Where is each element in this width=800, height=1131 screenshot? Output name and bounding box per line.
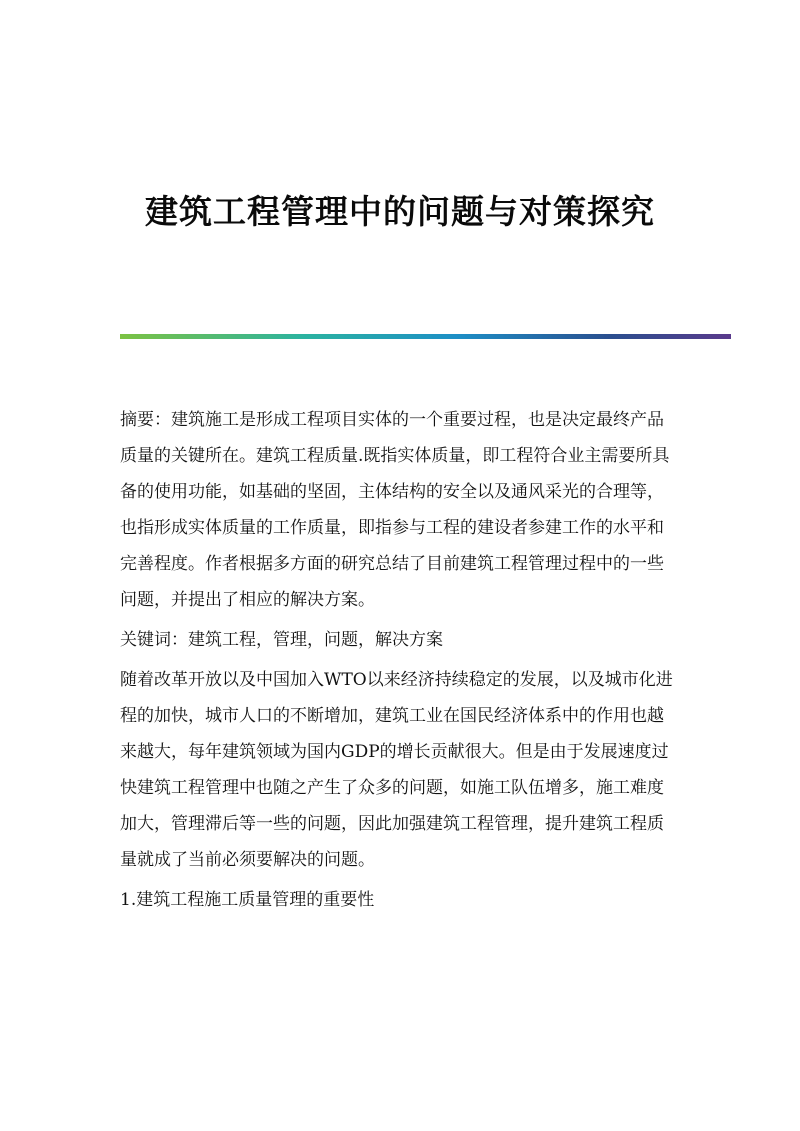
page-title: 建筑工程管理中的问题与对策探究 xyxy=(145,192,655,231)
document-body xyxy=(120,402,680,918)
intro-paragraph: 随着改革开放以及中国加入WTO以来经济持续稳定的发展，以及城市化进程的加快，城市人口的不断增加，建筑工业在国民经济体系中的作用也越来越大，每年建筑领域为国内GDP的增长贡献很大。但是由于发展速度过快建筑工程管理中也随之产生了众多的问题，如施工队伍增多，施工难度加大，管理滞后等一些的问题，因此加强建筑工程管理，提升建筑工程质量就成了当前必须要解决的问题。 xyxy=(120,670,673,870)
abstract-paragraph: 摘要：建筑施工是形成工程项目实体的一个重要过程，也是决定最终产品质量的关键所在。建筑工程质量.既指实体质量，即工程符合业主需要所具备的使用功能，如基础的坚固，主体结构的安全以及通风采光的合理等，也指形成实体质量的工作质量，即指参与工程的建设者参建工作的水平和完善程度。作者根据多方面的研究总结了目前建筑工程管理过程中的一些问题，并提出了相应的解决方案。 xyxy=(120,410,670,610)
title-divider xyxy=(120,334,731,339)
keywords-paragraph: 关键词：建筑工程，管理，问题，解决方案 xyxy=(120,630,443,650)
section-heading: 1.建筑工程施工质量管理的重要性 xyxy=(120,890,375,910)
